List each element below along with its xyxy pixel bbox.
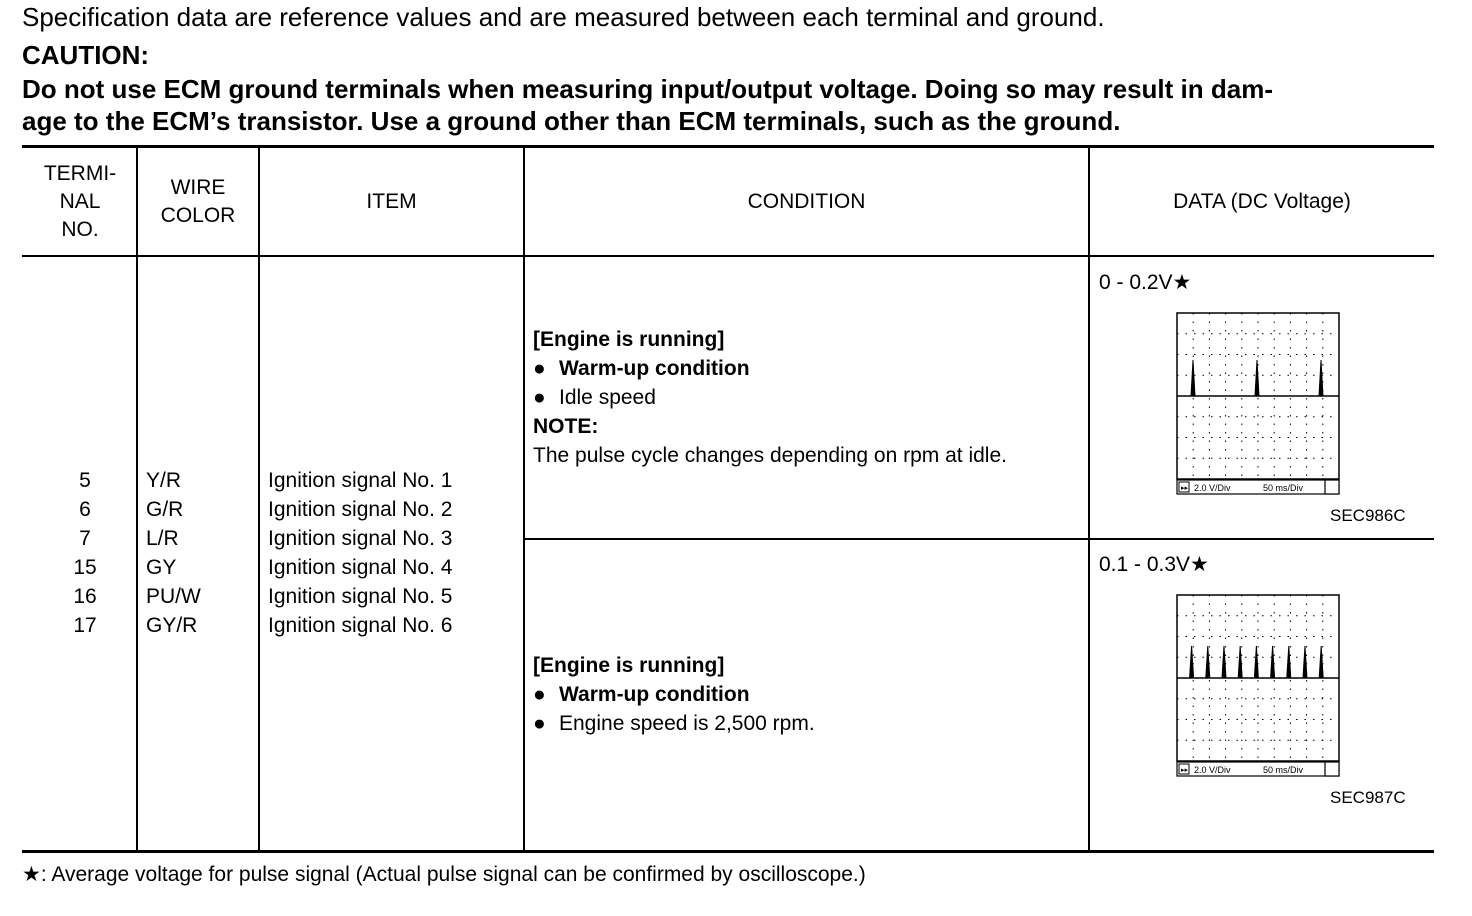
- scope-time-div: 50 ms/Div: [1263, 483, 1304, 493]
- scope-channel-icon: ▸▸: [1181, 767, 1189, 774]
- header-terminal: TERMI- NAL NO.: [43, 162, 117, 241]
- header-condition: CONDITION: [747, 190, 866, 213]
- bullet-icon: ●: [533, 712, 546, 735]
- header-wire-color: WIRE COLOR: [160, 176, 236, 227]
- caution-body: [22, 73, 1273, 137]
- header-rule: [22, 255, 1434, 257]
- bullet-icon: ●: [533, 357, 546, 380]
- wire-color: G/R: [146, 498, 184, 521]
- item-name: Ignition signal No. 3: [268, 527, 453, 550]
- voltage-value: 0.1 - 0.3V★: [1099, 553, 1209, 576]
- terminal-no: 16: [73, 585, 97, 608]
- bullet-icon: ●: [533, 386, 546, 409]
- condition-divider: [524, 538, 1434, 540]
- item-name: Ignition signal No. 2: [268, 498, 453, 521]
- table-top-rule: [22, 145, 1434, 148]
- note-label: NOTE:: [533, 415, 599, 438]
- wire-color-column: [146, 466, 201, 640]
- condition-2500rpm: [533, 651, 815, 738]
- oscilloscope-waveform: [1176, 312, 1340, 496]
- bullet-icon: ●: [533, 683, 546, 706]
- condition-idle: [533, 325, 1007, 470]
- intro-text: Specification data are reference values and are measured between each terminal and ground.: [22, 2, 1105, 32]
- terminal-no: 15: [73, 556, 97, 579]
- footnote: ★: Average voltage for pulse signal (Actual pulse signal can be confirmed by oscilloscope.): [22, 863, 866, 886]
- caution-line-2: age to the ECM’s transistor. Use a ground other than ECM terminals, such as the ground.: [22, 106, 1121, 136]
- oscilloscope-waveform: [1176, 594, 1340, 778]
- item-name: Ignition signal No. 1: [268, 469, 453, 492]
- item-name: Ignition signal No. 5: [268, 585, 453, 608]
- scope-volt-div: 2.0 V/Div: [1194, 765, 1231, 775]
- scope-time-div: 50 ms/Div: [1263, 765, 1304, 775]
- wire-color: Y/R: [146, 469, 182, 492]
- note-text: The pulse cycle changes depending on rpm at idle.: [533, 444, 1007, 467]
- item-column: [268, 466, 452, 640]
- scope-volt-div: 2.0 V/Div: [1194, 483, 1231, 493]
- wire-color: L/R: [146, 527, 179, 550]
- header-item: ITEM: [366, 190, 417, 213]
- wire-color: GY: [146, 556, 177, 579]
- terminal-no: 6: [79, 498, 91, 521]
- col-divider-4: [1088, 147, 1090, 852]
- condition-bullet: Engine speed is 2,500 rpm.: [559, 712, 815, 735]
- scope-channel-icon: ▸▸: [1181, 485, 1189, 492]
- scope-corner-box: [1325, 762, 1339, 776]
- scope-corner-box: [1325, 480, 1339, 494]
- condition-bullet: Idle speed: [559, 386, 656, 409]
- item-name: Ignition signal No. 4: [268, 556, 453, 579]
- terminal-column: [24, 466, 146, 640]
- condition-title: [Engine is running]: [533, 328, 725, 351]
- item-name: Ignition signal No. 6: [268, 614, 453, 637]
- caution-heading: CAUTION:: [22, 40, 150, 70]
- wire-color: GY/R: [146, 614, 198, 637]
- caution-line-1: Do not use ECM ground terminals when measuring input/output voltage. Doing so may result in dam-: [22, 74, 1273, 104]
- condition-title: [Engine is running]: [533, 654, 725, 677]
- table-bottom-rule: [22, 850, 1434, 853]
- figure-code: SEC987C: [1330, 788, 1406, 807]
- voltage-value: 0 - 0.2V★: [1099, 271, 1192, 294]
- figure-code: SEC986C: [1330, 506, 1406, 525]
- condition-bullet: Warm-up condition: [559, 683, 750, 706]
- col-divider-2: [258, 147, 260, 852]
- col-divider-3: [523, 147, 525, 852]
- terminal-no: 5: [79, 469, 91, 492]
- header-data: DATA (DC Voltage): [1173, 190, 1351, 213]
- wire-color: PU/W: [146, 585, 201, 608]
- condition-bullet: Warm-up condition: [559, 357, 750, 380]
- terminal-no: 17: [73, 614, 97, 637]
- terminal-no: 7: [79, 527, 91, 550]
